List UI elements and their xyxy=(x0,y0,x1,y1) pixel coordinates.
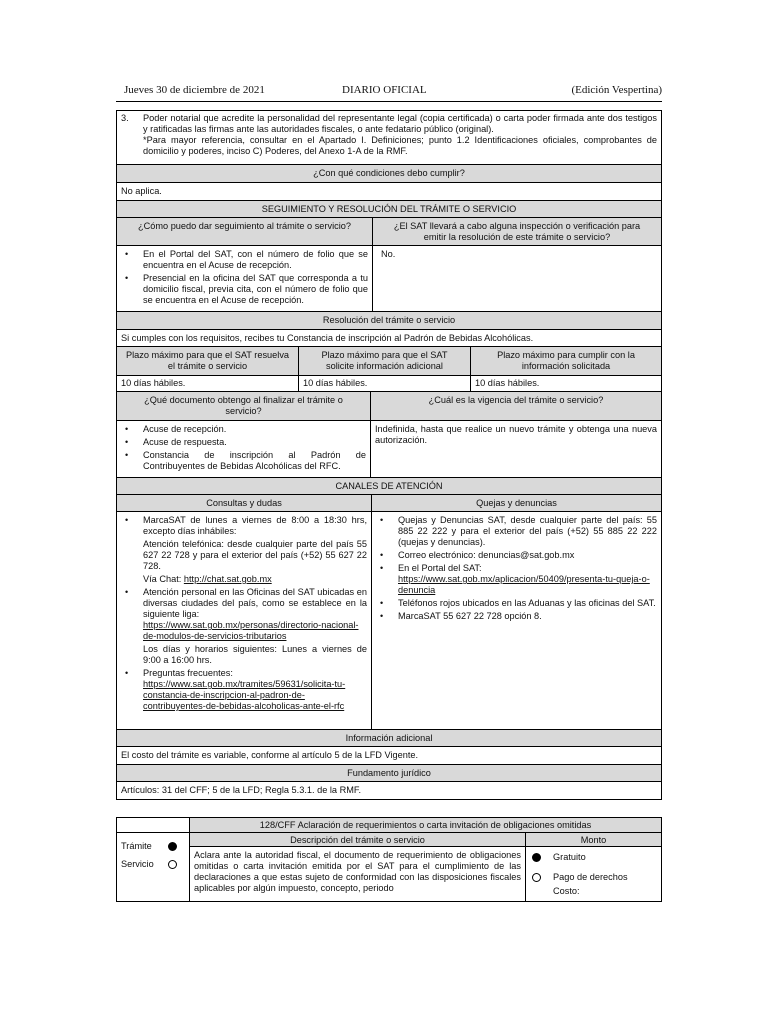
plazo-heading-3: Plazo máximo para cumplir con la información solicitada xyxy=(497,350,635,371)
canales-content xyxy=(116,512,662,730)
canales-heading: CANALES DE ATENCIÓN xyxy=(335,481,443,491)
resolucion-heading: Resolución del trámite o servicio xyxy=(322,315,456,325)
personal-attention: • Atención personal en las Oficinas del SAT ubicadas en diversas ciudades del país, como se establece en la siguiente liga: xyxy=(143,587,367,619)
plazo-value-1: 10 días hábiles. xyxy=(117,376,299,391)
canales-subheadings xyxy=(116,495,662,512)
documento-list xyxy=(121,424,366,472)
plazo-value-3: 10 días hábiles. xyxy=(475,378,540,388)
list-item xyxy=(376,563,657,596)
info-row xyxy=(116,747,662,765)
pago-radio-icon[interactable] xyxy=(532,873,541,882)
costo-label: Costo: xyxy=(553,886,580,896)
documento-question-left: ¿Qué documento obtengo al finalizar el trámite o servicio? xyxy=(117,392,371,420)
quejas-heading: Quejas y denuncias xyxy=(476,498,557,508)
pago-option[interactable] xyxy=(532,870,655,884)
chat-line xyxy=(121,574,367,585)
ficha-title-row xyxy=(116,817,662,833)
tramite-label: Trámite xyxy=(121,840,152,851)
directorio-link[interactable]: https://www.sat.gob.mx/personas/directorio-nacional-de-modulos-de-servicios-tributarios xyxy=(143,620,359,641)
gratuito-radio-icon[interactable] xyxy=(532,853,541,862)
page-header xyxy=(118,84,662,100)
canales-heading-row xyxy=(116,478,662,495)
consultas-list xyxy=(121,515,367,537)
chat-label: Vía Chat: xyxy=(143,574,184,584)
gratuito-option[interactable] xyxy=(532,850,655,864)
phone-attention: Atención telefónica: desde cualquier parte del país 55 627 22 728 y para el exterior del país (+52) 55 627 22 728. xyxy=(143,539,367,571)
gratuito-label: Gratuito xyxy=(553,851,586,862)
desc-heading: Descripción del trámite o servicio xyxy=(190,833,525,847)
conditions-text: No aplica. xyxy=(121,186,162,196)
conditions-row xyxy=(116,183,662,201)
seguimiento-question-left: ¿Cómo puedo dar seguimiento al trámite o servicio? xyxy=(117,218,373,245)
conditions-heading: ¿Con qué condiciones debo cumplir? xyxy=(313,168,465,178)
tramite-table xyxy=(116,110,662,800)
consultas-heading: Consultas y dudas xyxy=(117,495,372,511)
header-date: Jueves 30 de diciembre de 2021 xyxy=(124,84,265,96)
list-item: • Teléfonos rojos ubicados en las Aduanas y las oficinas del SAT. xyxy=(376,598,657,609)
pago-label: Pago de derechos xyxy=(553,871,628,882)
fundamento-row xyxy=(116,782,662,800)
queja-link[interactable]: https://www.sat.gob.mx/aplicacion/50409/presenta-tu-queja-o-denuncia xyxy=(398,574,650,595)
list-item xyxy=(121,587,367,642)
ficha-128-table xyxy=(116,817,662,902)
documento-answers xyxy=(116,421,662,478)
item-number: 3. xyxy=(121,113,129,123)
list-item xyxy=(121,515,367,537)
info-heading: Información adicional xyxy=(345,733,433,743)
seguimiento-list xyxy=(121,249,368,306)
seguimiento-heading-row xyxy=(116,201,662,218)
item-text: Poder notarial que acredite la personalidad del representante legal (copia certificada) o carta poder firmada ante dos testigos y ratificadas las firmas ante las autoridades fiscales, o ante fedatario público (original). xyxy=(143,113,657,134)
inspection-answer: No. xyxy=(381,249,396,259)
list-item: • En el Portal del SAT, con el número de folio que se encuentra en el Acuse de recepción. xyxy=(121,249,368,271)
seguimiento-answers xyxy=(116,246,662,312)
list-item xyxy=(121,668,367,712)
plazos-headings xyxy=(116,347,662,376)
seguimiento-questions xyxy=(116,218,662,246)
documento-question-right: ¿Cuál es la vigencia del trámite o servicio? xyxy=(428,395,604,405)
list-item: • Acuse de respuesta. xyxy=(121,437,366,448)
list-item: • Quejas y Denuncias SAT, desde cualquier parte del país: 55 885 22 222 y para el exterior del país (+52) 55 885 22 222 (quejas y denuncias). xyxy=(376,515,657,548)
vigencia-answer: Indefinida, hasta que realice un nuevo trámite y obtenga una nueva autorización. xyxy=(375,424,657,445)
seguimiento-question-right: ¿El SAT llevará a cabo alguna inspección o verificación para emitir la resolución de este trámite o servicio? xyxy=(393,221,641,242)
header-edition: (Edición Vespertina) xyxy=(571,84,662,96)
plazo-heading-1: Plazo máximo para que el SAT resuelva el trámite o servicio xyxy=(117,347,299,375)
conditions-heading-row xyxy=(116,165,662,183)
list-item: • Acuse de recepción. xyxy=(121,424,366,435)
plazo-heading-2: Plazo máximo para que el SAT solicite información adicional xyxy=(299,347,471,375)
list-item: • Constancia de inscripción al Padrón de Contribuyentes de Bebidas Alcohólicas del RFC. xyxy=(121,450,366,472)
resolucion-text: Si cumples con los requisitos, recibes tu Constancia de inscripción al Padrón de Bebidas Alcohólicas. xyxy=(121,333,534,343)
marcasat-hours: • MarcaSAT de lunes a viernes de 8:00 a 18:30 hrs, excepto días inhábiles: xyxy=(143,515,367,536)
item-note: *Para mayor referencia, consultar en el Apartado I. Definiciones; punto 1.2 Identificaciones oficiales, comprobantes de domicilio y poderes, inciso C) Poderes, del Anexo 1-A de la RMF. xyxy=(143,135,657,156)
requirement-item-3 xyxy=(116,110,662,165)
documento-questions xyxy=(116,392,662,421)
info-text: El costo del trámite es variable, conforme al artículo 5 de la LFD Vigente. xyxy=(121,750,419,760)
header-divider xyxy=(116,101,662,102)
faq-label: • Preguntas frecuentes: xyxy=(143,668,233,678)
resolucion-row xyxy=(116,330,662,347)
plazos-values xyxy=(116,376,662,392)
tramite-option[interactable] xyxy=(121,837,185,855)
faq-link[interactable]: https://www.sat.gob.mx/tramites/59631/solicita-tu-constancia-de-inscripcion-al-padron-de-contribuyentes-de-bebidas-alcoholicas-ante-el-rfc xyxy=(143,679,346,711)
resolucion-heading-row xyxy=(116,312,662,330)
quejas-list xyxy=(376,515,657,622)
ficha-title: 128/CFF Aclaración de requerimientos o carta invitación de obligaciones omitidas xyxy=(189,818,661,832)
plazo-value-2: 10 días hábiles. xyxy=(299,376,471,391)
list-item: • MarcaSAT 55 627 22 728 opción 8. xyxy=(376,611,657,622)
office-hours: Los días y horarios siguientes: Lunes a viernes de 9:00 a 16:00 hrs. xyxy=(143,644,367,665)
seguimiento-heading: SEGUIMIENTO Y RESOLUCIÓN DEL TRÁMITE O SERVICIO xyxy=(261,204,517,214)
tramite-radio-icon[interactable] xyxy=(168,842,177,851)
list-item: • Presencial en la oficina del SAT que corresponda a tu domicilio fiscal, previa cita, con el número de folio que se encuentra en el Acuse de recepción. xyxy=(121,273,368,306)
fundamento-text: Artículos: 31 del CFF; 5 de la LFD; Regla 5.3.1. de la RMF. xyxy=(121,785,361,795)
consultas-list-2 xyxy=(121,587,367,642)
servicio-radio-icon[interactable] xyxy=(168,860,177,869)
desc-text: Aclara ante la autoridad fiscal, el documento de requerimiento de obligaciones omitidas o carta invitación emitida por el SAT para el cumplimiento de las declaraciones a que estas sujeto de conformidad con las disposiciones fiscales aplicables por algún impuesto, concepto, periodo xyxy=(194,850,521,893)
portal-label: • En el Portal del SAT: xyxy=(398,563,482,573)
consultas-list-3 xyxy=(121,668,367,712)
fundamento-heading: Fundamento jurídico xyxy=(347,768,431,778)
monto-heading: Monto xyxy=(526,833,661,847)
servicio-option[interactable] xyxy=(121,855,185,873)
list-item: • Correo electrónico: denuncias@sat.gob.mx xyxy=(376,550,657,561)
servicio-label: Servicio xyxy=(121,858,154,869)
fundamento-heading-row xyxy=(116,765,662,782)
info-heading-row xyxy=(116,730,662,747)
header-publication: DIARIO OFICIAL xyxy=(342,84,427,96)
chat-link[interactable]: http://chat.sat.gob.mx xyxy=(183,574,272,584)
